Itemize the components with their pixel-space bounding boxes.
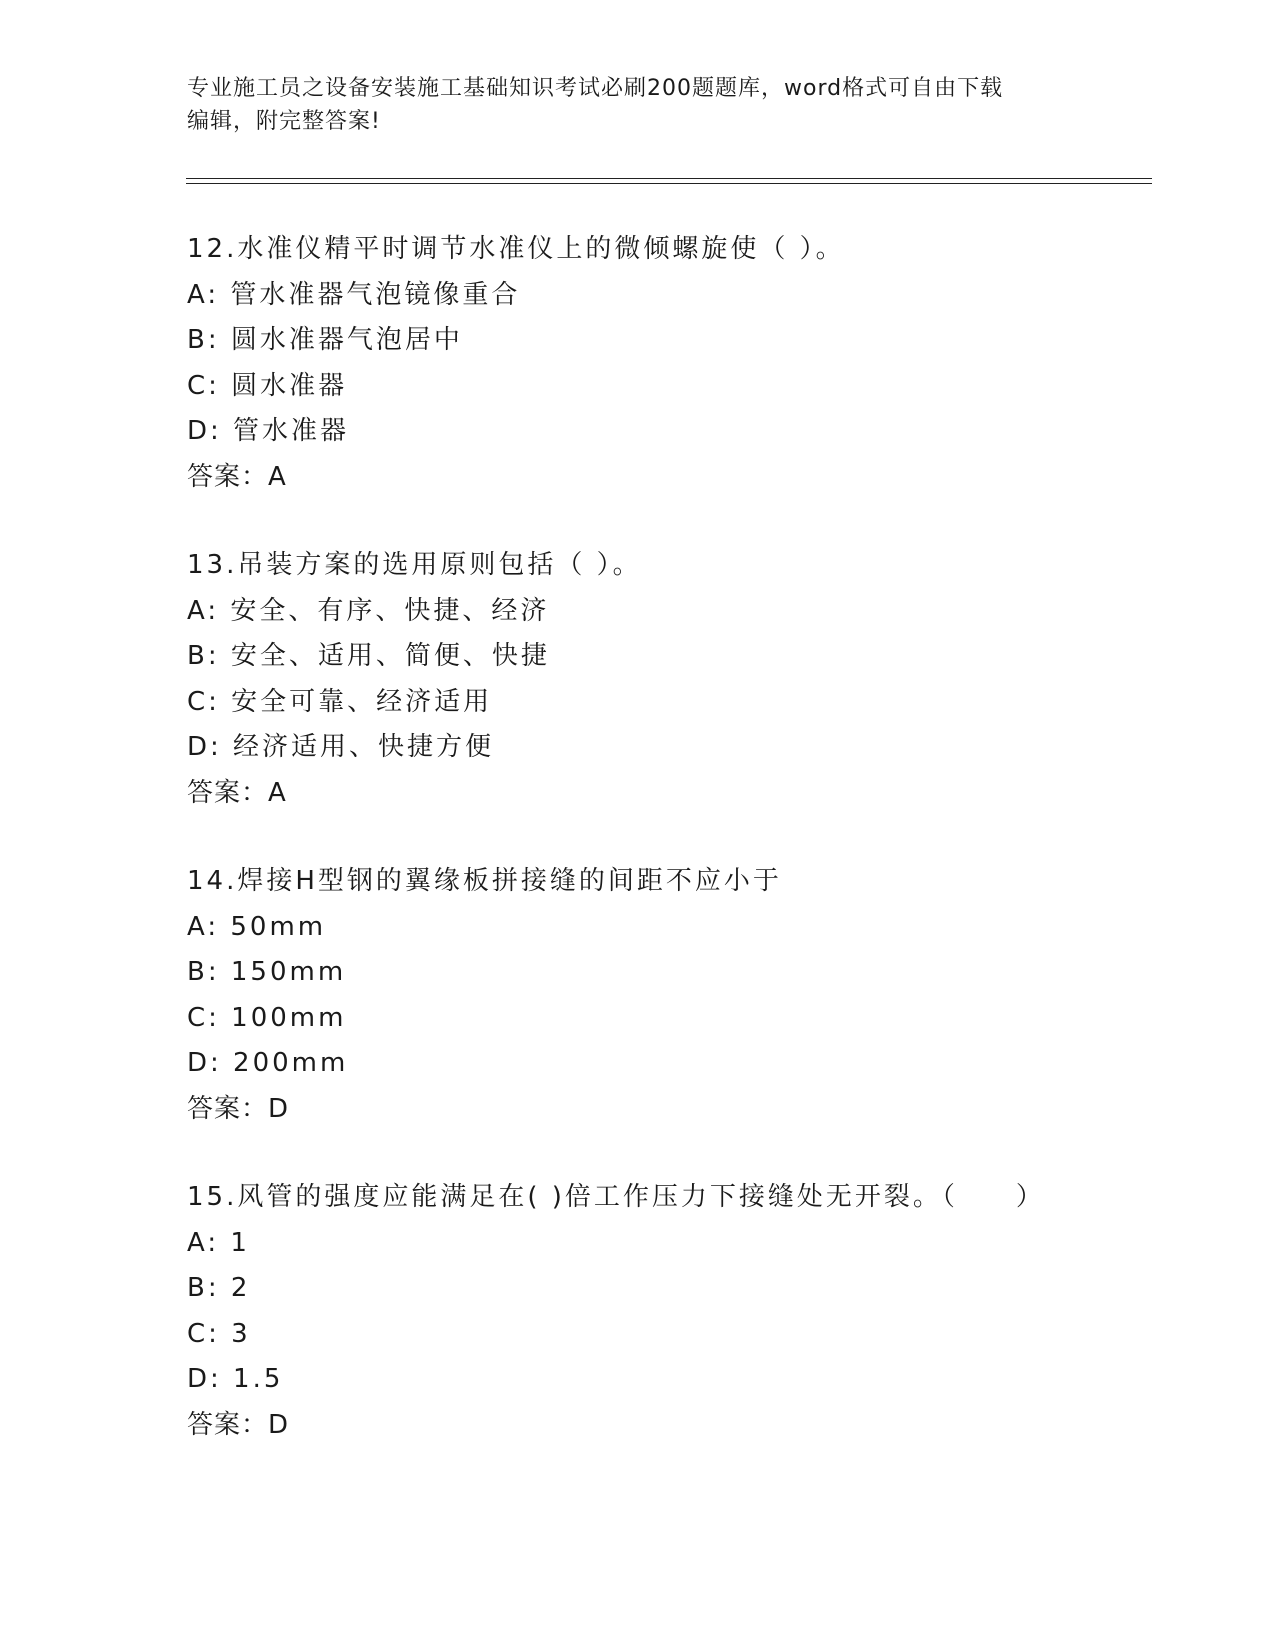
question-stem: 12.水准仪精平时调节水准仪上的微倾螺旋使（ ）。: [187, 234, 845, 264]
option-b: B: 2: [187, 1273, 251, 1303]
option-c: C: 100mm: [187, 1002, 347, 1033]
header-divider-bottom: [186, 183, 1152, 184]
option-a: A: 管水准器气泡镜像重合: [187, 279, 521, 310]
header-divider-top: [186, 178, 1152, 179]
option-b: B: 圆水准器气泡居中: [187, 325, 463, 355]
header-line-1: 专业施工员之设备安装施工基础知识考试必刷200题题库，word格式可自由下载: [187, 76, 1004, 101]
option-c: C: 安全可靠、经济适用: [187, 686, 493, 717]
question-12: [187, 227, 1147, 500]
option-a: A: 安全、有序、快捷、经济: [187, 595, 550, 626]
option-d: D: 经济适用、快捷方便: [187, 732, 495, 762]
question-stem: 13.吊装方案的选用原则包括（ ）。: [187, 550, 642, 580]
answer: 答案：D: [187, 1093, 290, 1124]
option-b: B: 安全、适用、简便、快捷: [187, 641, 550, 671]
option-a: A: 50mm: [187, 911, 327, 942]
answer: 答案：D: [187, 1409, 290, 1440]
question-stem: 15.风管的强度应能满足在( )倍工作压力下接缝处无开裂。（ ）: [187, 1182, 1045, 1212]
option-d: D: 200mm: [187, 1048, 349, 1078]
question-13: [187, 543, 1147, 816]
option-c: C: 圆水准器: [187, 370, 348, 401]
header-line-2: 编辑，附完整答案!: [187, 109, 381, 134]
question-15: [187, 1175, 1147, 1448]
question-14: [187, 859, 1147, 1132]
question-stem: 14.焊接H型钢的翼缘板拼接缝的间距不应小于: [187, 866, 782, 896]
option-b: B: 150mm: [187, 957, 347, 987]
answer: 答案：A: [187, 461, 287, 492]
option-d: D: 1.5: [187, 1364, 284, 1394]
option-d: D: 管水准器: [187, 416, 350, 446]
option-a: A: 1: [187, 1227, 250, 1258]
option-c: C: 3: [187, 1318, 251, 1349]
answer: 答案：A: [187, 777, 287, 808]
document-header: [187, 72, 1087, 138]
